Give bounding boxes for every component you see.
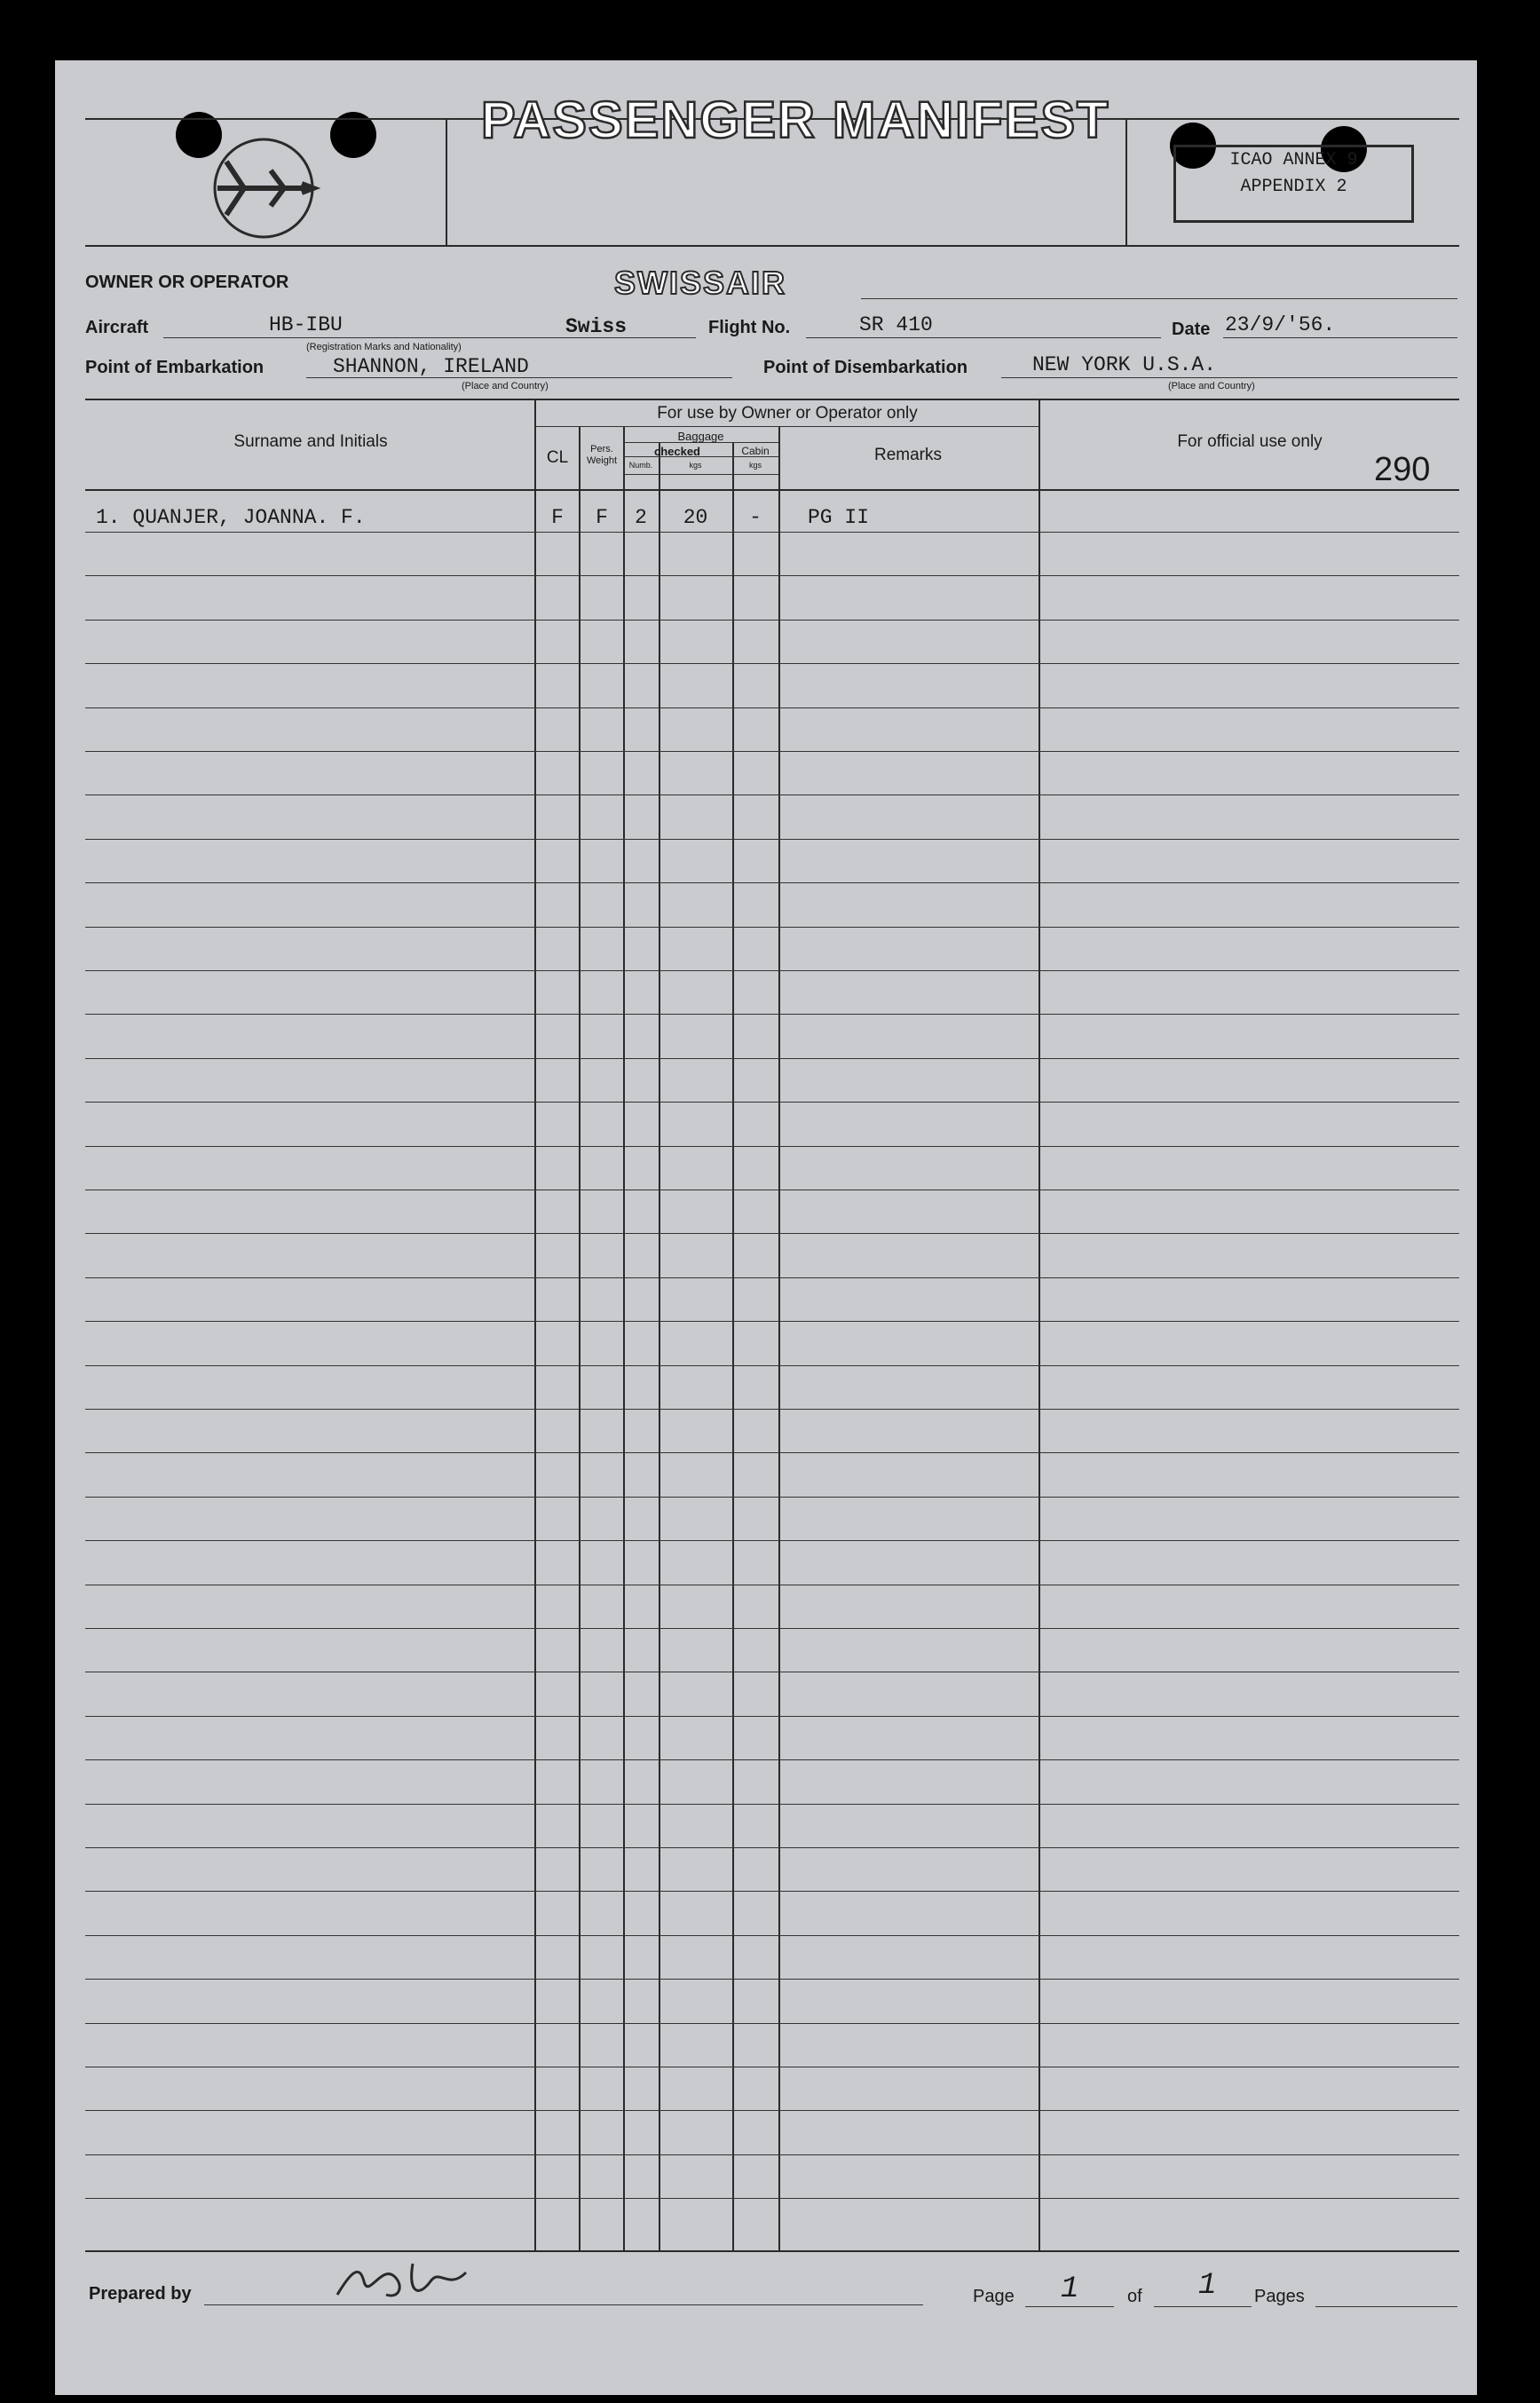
row-rule	[85, 575, 1459, 576]
kgs-header: kgs	[689, 461, 702, 470]
form-title: PASSENGER MANIFEST	[481, 91, 1110, 149]
remarks-header: Remarks	[873, 446, 942, 464]
row-rule	[85, 1979, 1459, 1980]
aircraft-nationality: Swiss	[565, 315, 628, 338]
page-number: 1	[1061, 2273, 1079, 2306]
embarkation-label: Point of Embarkation	[85, 358, 265, 377]
cabin-kgs: -	[749, 506, 762, 529]
row-rule	[85, 1628, 1459, 1629]
embarkation-caption: (Place and Country)	[462, 381, 549, 391]
row-rule	[85, 1146, 1459, 1147]
row-rule	[85, 1233, 1459, 1234]
row-rule	[85, 620, 1459, 621]
row-rule	[85, 1759, 1459, 1760]
row-rule	[85, 1102, 1459, 1103]
cl-header: CL	[546, 448, 569, 467]
row-rule	[85, 532, 1459, 533]
date-label: Date	[1172, 320, 1211, 339]
row-rule	[85, 2198, 1459, 2199]
aircraft-label: Aircraft	[85, 318, 149, 337]
row-rule	[85, 751, 1459, 752]
passenger-class: F	[551, 506, 564, 529]
row-rule	[85, 2154, 1459, 2155]
passenger-weight: F	[596, 506, 608, 529]
page-label: Page	[973, 2287, 1015, 2306]
row-rule	[85, 1321, 1459, 1322]
date-value: 23/9/'56.	[1225, 313, 1336, 336]
registration-caption: (Registration Marks and Nationality)	[306, 342, 462, 352]
row-rule	[85, 1540, 1459, 1541]
row-rule	[85, 2023, 1459, 2024]
prepared-by-label: Prepared by	[89, 2284, 192, 2304]
row-rule	[85, 707, 1459, 708]
airline-logo-icon	[209, 135, 320, 245]
icao-line-2: APPENDIX 2	[1240, 177, 1347, 197]
row-rule	[85, 970, 1459, 971]
row-rule	[85, 1277, 1459, 1278]
passenger-name: 1. QUANJER, JOANNA. F.	[96, 506, 366, 529]
stamp-number: 290	[1374, 451, 1431, 488]
weight-label: Weight	[586, 455, 618, 466]
preparer-signature	[333, 2255, 475, 2308]
disembarkation-label: Point of Disembarkation	[763, 358, 968, 377]
of-label: of	[1127, 2287, 1142, 2306]
row-rule	[85, 1847, 1459, 1848]
page-total: 1	[1198, 2269, 1217, 2303]
row-rule	[85, 1014, 1459, 1015]
row-rule	[85, 794, 1459, 795]
icao-line-1: ICAO ANNEX 9	[1229, 150, 1358, 170]
surnames-header: Surname and Initials	[233, 432, 388, 451]
embarkation-value: SHANNON, IRELAND	[333, 355, 529, 378]
row-rule	[85, 663, 1459, 664]
remarks-value: PG II	[808, 506, 870, 529]
row-rule	[85, 1804, 1459, 1805]
row-rule	[85, 1058, 1459, 1059]
row-rule	[85, 1891, 1459, 1892]
disembarkation-caption: (Place and Country)	[1168, 381, 1255, 391]
row-rule	[85, 839, 1459, 840]
baggage-kgs: 20	[683, 506, 708, 529]
row-rule	[85, 1716, 1459, 1717]
owner-label: OWNER OR OPERATOR	[85, 273, 289, 292]
row-rule	[85, 1452, 1459, 1453]
row-rule	[85, 1935, 1459, 1936]
flight-no-label: Flight No.	[708, 318, 791, 337]
row-rule	[85, 1497, 1459, 1498]
cabin-kgs-header: kgs	[748, 461, 762, 470]
flight-no-value: SR 410	[859, 313, 933, 336]
row-rule	[85, 882, 1459, 883]
operator-use-header: For use by Owner or Operator only	[657, 404, 918, 423]
official-use-header: For official use only	[1177, 432, 1323, 451]
row-rule	[85, 1365, 1459, 1366]
checked-header: checked	[653, 445, 701, 458]
row-rule	[85, 2110, 1459, 2111]
baggage-number: 2	[635, 506, 647, 529]
pers-weight-header	[581, 444, 622, 467]
numb-header: Numb.	[628, 461, 653, 470]
disembarkation-value: NEW YORK U.S.A.	[1032, 353, 1217, 376]
aircraft-registration: HB-IBU	[269, 313, 343, 336]
pers-label: Pers.	[590, 444, 613, 455]
icao-box	[1173, 145, 1414, 223]
operator-value: SWISSAIR	[614, 265, 787, 301]
baggage-header: Baggage	[677, 430, 724, 443]
row-rule	[85, 1409, 1459, 1410]
row-rule	[85, 927, 1459, 928]
cabin-header: Cabin	[741, 445, 770, 457]
pages-label: Pages	[1254, 2287, 1305, 2306]
